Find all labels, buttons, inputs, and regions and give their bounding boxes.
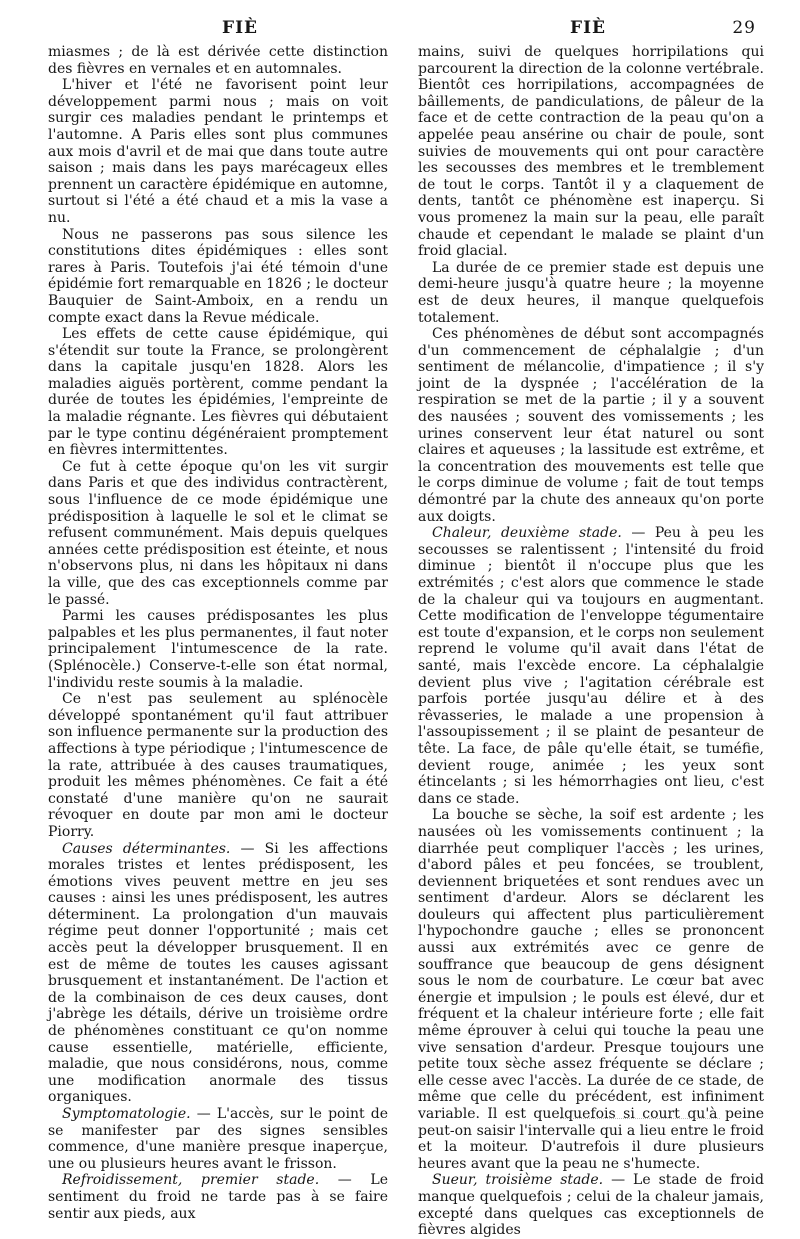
paragraph: Ces phénomènes de début sont accompagnés d'un commencement de céphalalgie ; d'un sentiment de mélancolie, d'impatience ; il s'y joint de la dyspnée ; l'accélération de la respiration se met de la partie ; il y a souvent des nausées ; souvent des vomissements ; les urines conservent leur état naturel ou sont claires et aqueuses ; la lassitude est extrême, et la concentration des mouvements est telle que le corps diminue de volume ; fait de tout temps démontré par la chute des anneaux qu'on porte aux doigts. (418, 326, 764, 525)
paragraph-symptomatologie: Symptomatologie. — L'accès, sur le point de se manifester par des signes sensibles commence, d'une manière presque inaperçue, une ou plusieurs heures avant le frisson. (48, 1106, 388, 1172)
paragraph: Ce n'est pas seulement au splénocèle développé spontanément qu'il faut attribuer son influence permanente sur la production des affections à type périodique ; l'intumescence de la rate, attribuée à des causes traumatiques, produit les mêmes phénomènes. Ce fait a été constaté d'une manière qu'on ne saurait révoquer en doute par mon ami le docteur Piorry. (48, 691, 388, 840)
paragraph-chaleur: Chaleur, deuxième stade. — Peu à peu les secousses se ralentissent ; l'intensité du froid diminue ; bientôt il n'occupe plus que les extrémités ; c'est alors que commence le stade de la chaleur qui va toujours en augmentant. Cette modification de l'enveloppe tégumentaire est toute d'expansion, et le corps non seulement reprend le volume qu'il avait dans l'état de santé, mais l'excède encore. La céphalalgie devient plus vive ; l'agitation cérébrale est parfois portée jusqu'au délire et à des rêvasseries, le malade a une propension à l'assoupissement ; il se plaint de pesanteur de tête. La face, de pâle qu'elle était, se tuméfie, devient rouge, animée ; les yeux sont étincelants ; si les hémorrhagies ont lieu, c'est dans ce stade. (418, 525, 764, 807)
running-head-left: FIÈ (222, 18, 258, 38)
paragraph: La bouche se sèche, la soif est ardente ; les nausées où les vomissements continuent ; la diarrhée peut compliquer l'accès ; les urines, d'abord pâles et peu foncées, se troublent, deviennent briquetées et sont rendues avec un sentiment d'ardeur. Alors se déclarent les douleurs qui affectent plus particulièrement l'hypochondre gauche ; elles se prononcent aussi aux extrémités avec ce genre de souffrance que beaucoup de gens désignent sous le nom de courbature. Le cœur bat avec énergie et impulsion ; le pouls est élevé, dur et fréquent et la chaleur intérieure forte ; elle fait même éprouver à celui qui touche la peau une vive sensation d'ardeur. Presque toujours une petite toux sèche assez fréquente se déclare ; elle cesse avec l'accès. La durée de ce stade, de même que celle du précédent, est infiniment variable. Il est quelquefois si court qu'à peine peut-on saisir l'intervalle qui a lieu entre le froid et la moiteur. D'autrefois il dure plusieurs heures avant que la peau ne s'humecte. (418, 807, 764, 1172)
page-number: 29 (732, 18, 756, 38)
paragraph: Les effets de cette cause épidémique, qui s'étendit sur toute la France, se prolongèrent dans la capitale jusqu'en 1828. Alors les maladies aiguës portèrent, comme pendant la durée de toutes les épidémies, l'empreinte de la maladie régnante. Les fièvres qui débutaient par le type continu dégénéraient promptement en fièvres intermittentes. (48, 326, 388, 459)
bottom-dotted-rule (560, 1118, 720, 1119)
paragraph: La durée de ce premier stade est depuis une demi-heure jusqu'à quatre heure ; la moyenne est de deux heures, il manque quelquefois totalement. (418, 259, 764, 326)
paragraph: L'hiver et l'été ne favorisent point leur développement parmi nous ; mais on voit surgir ces maladies pendant le printemps et l'automne. A Paris elles sont plus communes aux mois d'avril et de mai que dans toute autre saison ; mais dans les pays marécageux elles prennent un caractère épidémique en automne, surtout si l'été a été chaud et a mis la vase a nu. (48, 77, 388, 226)
paragraph: Parmi les causes prédisposantes les plus palpables et les plus permanentes, il faut noter principalement l'intumescence de la rate. (Splénocèle.) Conserve-t-elle son état normal, l'individu reste soumis à la maladie. (48, 608, 388, 691)
paragraph: Ce fut à cette époque qu'on les vit surgir dans Paris et que des individus contractèrent, sous l'influence de ce mode épidémique une prédisposition à laquelle le sol et le climat se refusent communément. Mais depuis quelques années cette prédisposition est éteinte, et nous n'observons plus, ni dans les hôpitaux ni dans la ville, que des cas exceptionnels comme par le passé. (48, 458, 388, 608)
paragraph: mains, suivi de quelques horripilations qui parcourent la direction de la colonne vertébrale. Bientôt ces horripilations, accompagnées de bâillements, de pandiculations, de pâleur de la face et de cette contraction de la peau qu'on a appelée peau ansérine ou chair de poule, sont suivies de mouvements qui ont pour caractère les secousses des membres et le tremblement de tout le corps. Tantôt il y a claquement de dents, tantôt ce phénomène est inaperçu. Si vous promenez la main sur la peau, elle paraît chaude et cependant le malade se plaint d'un froid glacial. (418, 44, 764, 260)
right-column (418, 44, 764, 1239)
paragraph: Nous ne passerons pas sous silence les constitutions dites épidémiques : elles sont rares à Paris. Toutefois j'ai été témoin d'une épidémie fort remarquable en 1826 ; le docteur Bauquier de Saint-Amboix, en a rendu un compte exact dans la Revue médicale. (48, 226, 388, 326)
running-head-right: FIÈ (570, 18, 606, 38)
left-column (48, 44, 389, 1222)
paragraph-causes-determinantes: Causes déterminantes. — Si les affections morales tristes et lentes prédisposent, les émotions vives peuvent mettre en jeu ses causes : ainsi les unes prédisposent, les autres déterminent. La prolongation d'un mauvais régime peut donner l'opportunité ; mais cet accès peut la développer brusquement. Il en est de même de toutes les causes agissant brusquement et instantanément. De l'action et de la combinaison de ces deux causes, dont j'abrège les détails, dérive un troisième ordre de phénomènes constituant ce qu'on nomme cause essentielle, matérielle, efficiente, maladie, que nous considérons, nous, comme une modification anormale des tissus organiques. (48, 840, 388, 1106)
paragraph-sueur: Sueur, troisième stade. — Le stade de froid manque quelquefois ; celui de la chaleur jamais, excepté dans quelques cas exceptionnels de fièvres algides (418, 1172, 764, 1239)
paragraph-refroidissement: Refroidissement, premier stade. — Le sentiment du froid ne tarde pas à se faire sentir aux pieds, aux (48, 1172, 389, 1222)
paragraph: miasmes ; de là est dérivée cette distinction des fièvres en vernales et en automnales. (48, 44, 388, 77)
